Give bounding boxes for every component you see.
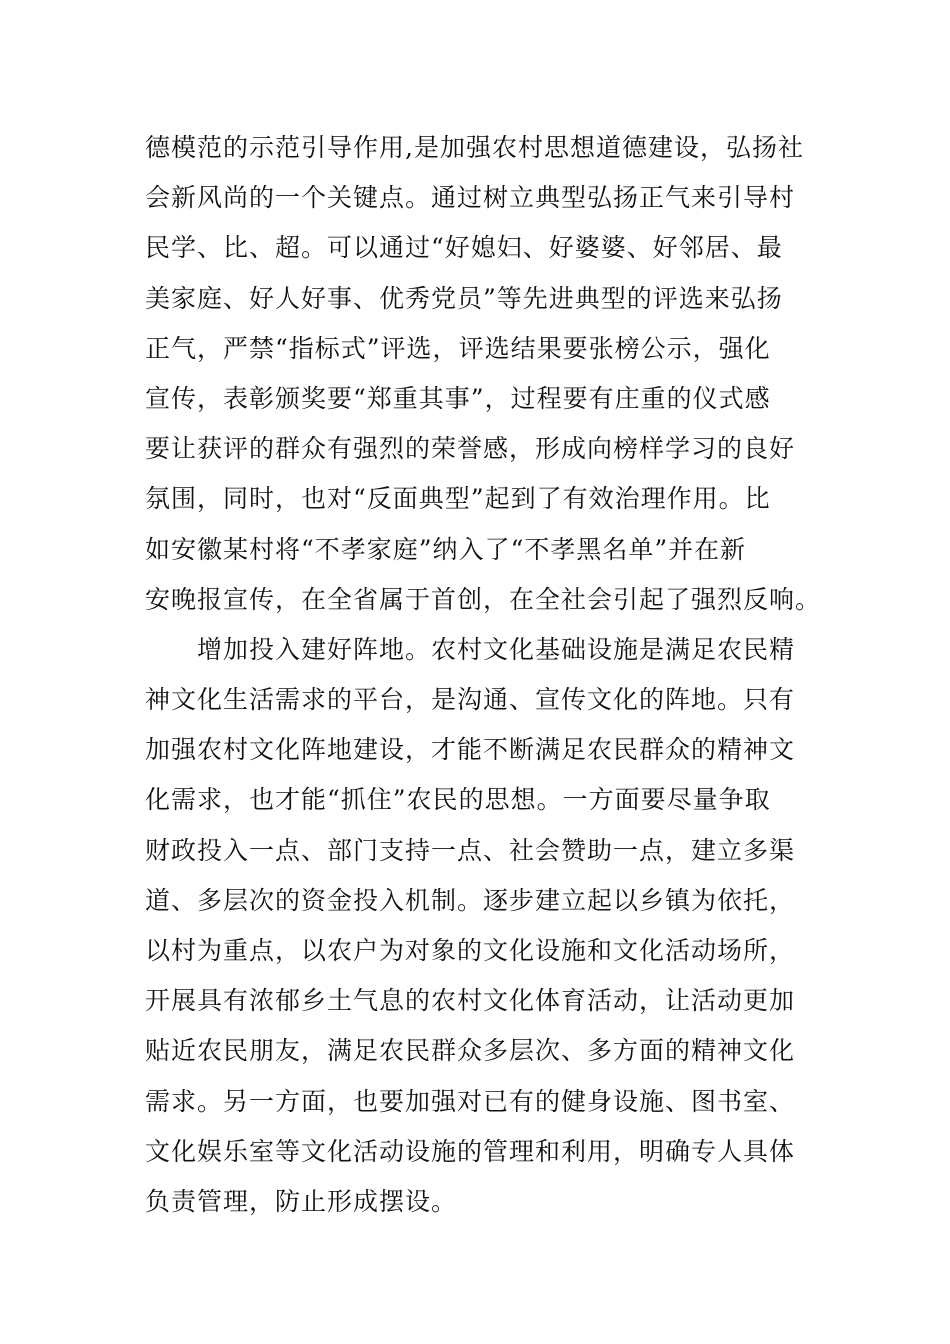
text-line: 财政投入一点、部门支持一点、社会赞助一点，建立多渠: [145, 835, 796, 865]
paragraph-start-line: 增加投入建好阵地。农村文化基础设施是满足农民精: [145, 634, 796, 664]
text-line: 氛围，同时，也对“反面典型”起到了有效治理作用。比: [145, 484, 771, 514]
body-text: [145, 123, 822, 1227]
text-line: 德模范的示范引导作用,是加强农村思想道德建设，弘扬社: [145, 133, 804, 162]
text-line: 会新风尚的一个关键点。通过树立典型弘扬正气来引导村: [145, 183, 796, 213]
text-line: 美家庭、好人好事、优秀党员”等先进典型的评选来弘扬: [145, 283, 783, 313]
text-line: 开展具有浓郁乡土气息的农村文化体育活动，让活动更加: [145, 986, 796, 1016]
text-line: 正气，严禁“指标式”评选，评选结果要张榜公示，强化: [145, 333, 771, 363]
text-line: 加强农村文化阵地建设，才能不断满足农民群众的精神文: [145, 735, 796, 765]
text-line: 需求。另一方面，也要加强对已有的健身设施、图书室、: [145, 1086, 796, 1116]
text-line: 如安徽某村将“不孝家庭”纳入了“不孝黑名单”并在新: [145, 534, 747, 564]
text-line: 文化娱乐室等文化活动设施的管理和利用，明确专人具体: [145, 1136, 796, 1166]
text-line: 贴近农民朋友，满足农民群众多层次、多方面的精神文化: [145, 1036, 796, 1066]
text-line: 神文化生活需求的平台，是沟通、宣传文化的阵地。只有: [145, 685, 796, 715]
text-line: 道、多层次的资金投入机制。逐步建立起以乡镇为依托，: [145, 885, 796, 915]
text-line: 安晚报宣传，在全省属于首创，在全社会引起了强烈反响。: [145, 584, 822, 614]
text-line: 以村为重点，以农户为对象的文化设施和文化活动场所，: [145, 936, 796, 965]
text-line: 宣传，表彰颁奖要“郑重其事”，过程要有庄重的仪式感: [145, 383, 771, 413]
text-line: 负责管理，防止形成摆设。: [145, 1186, 458, 1216]
text-line: 化需求，也才能“抓住”农民的思想。一方面要尽量争取: [145, 785, 771, 815]
text-line: 民学、比、超。可以通过“好媳妇、好婆婆、好邻居、最: [145, 233, 783, 263]
text-line: 要让获评的群众有强烈的荣誉感，形成向榜样学习的良好: [145, 434, 796, 464]
